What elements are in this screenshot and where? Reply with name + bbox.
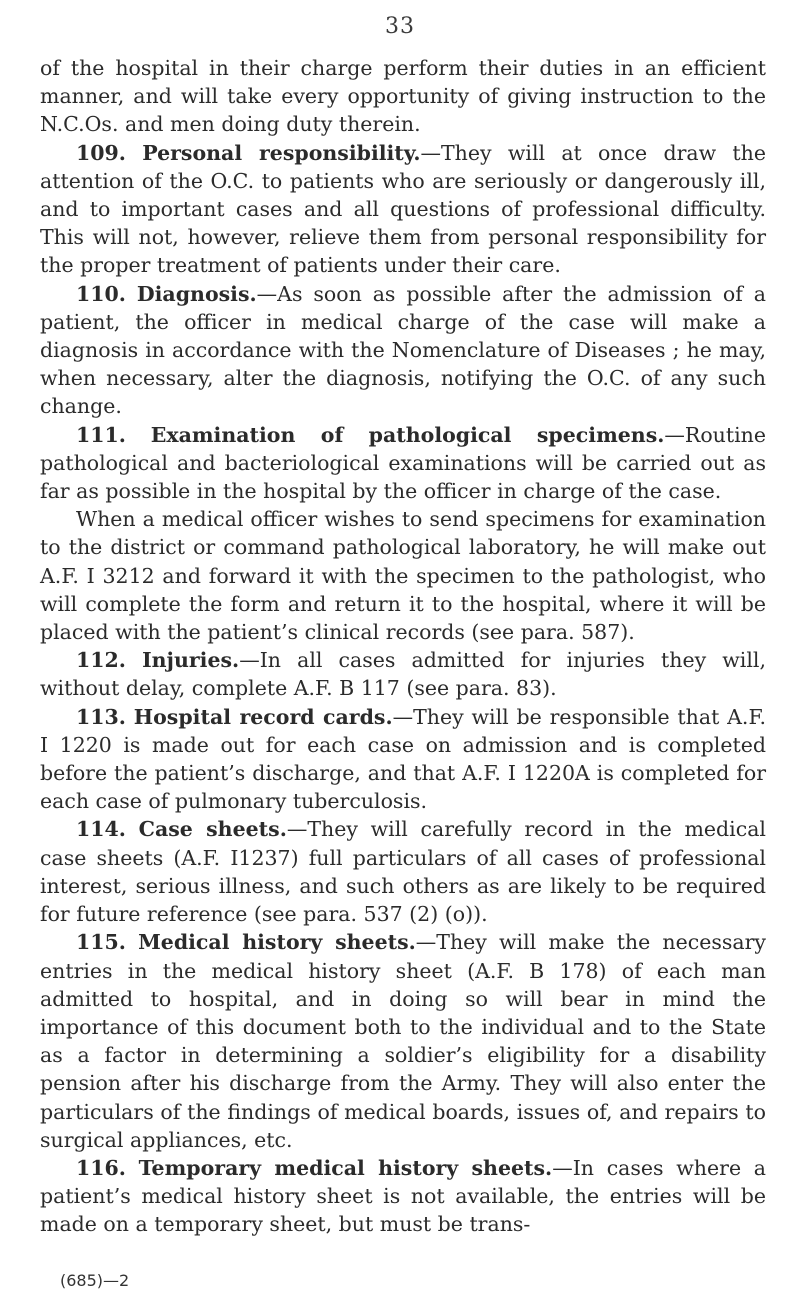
paragraph-body: —They will make the necessary entries in the medical history sheet (A.F. B 178) of each man admitted to hospital, and in doing so will bear in mind the importance of this document both to the individual and to the State as a factor in determining a soldier’s eligibility for a disability pension after his discharge from the Army. They will also enter the particulars of the findings of medical boards, issues of, and repairs to surgical appliances, etc.	[40, 930, 766, 1152]
paragraph-body: —They will at once draw the attention of the O.C. to patients who are seriously or dangerously ill, and to important cases and all questions of professional difficulty. This will not, however, relieve them from personal responsibility for the proper treatment of patients under their care.	[40, 140, 766, 278]
paragraph-number: 110.	[76, 281, 126, 306]
printer-signature: (685)—2	[60, 1271, 130, 1290]
paragraph-number: 114.	[76, 817, 126, 842]
paragraph-heading: Medical history sheets.	[138, 930, 416, 955]
paragraph-body: —In all cases admitted for injuries they will, without delay, complete A.F. B 117 (see para. 83).	[40, 648, 766, 701]
paragraph-heading: Temporary medical history sheets.	[138, 1155, 553, 1180]
paragraph-body: —Routine pathological and bacteriological examinations will be carried out as far as possible in the hospital by the officer in charge of the case.	[40, 422, 766, 504]
body-text	[40, 54, 766, 1239]
paragraph-115	[40, 928, 766, 1154]
paragraph-number: 111.	[76, 422, 126, 447]
paragraph-number: 109.	[76, 140, 126, 165]
paragraph-heading: Hospital record cards.	[133, 704, 393, 729]
paragraph-111	[40, 421, 766, 506]
paragraph-body: —They will be responsible that A.F. I 1220 is made out for each case on admission and is completed before the patient’s discharge, and that A.F. I 1220A is completed for each case of pulmonary tuberculosis.	[40, 704, 766, 814]
paragraph-116	[40, 1154, 766, 1239]
paragraph-number: 115.	[76, 930, 126, 955]
paragraph-heading: Examination of pathological specimens.	[150, 422, 665, 447]
paragraph-heading: Injuries.	[142, 648, 240, 673]
paragraph-110	[40, 280, 766, 421]
paragraph-body: of the hospital in their charge perform their duties in an efficient manner, and will take every opportunity of giving instruction to the N.C.Os. and men doing duty therein.	[40, 56, 766, 137]
paragraph-number: 112.	[76, 648, 126, 673]
paragraph-111-continued	[40, 505, 766, 646]
paragraph-body: When a medical officer wishes to send specimens for examination to the district or command pathological laboratory, he will make out A.F. I 3212 and forward it with the specimen to the pathologist, who will complete the form and return it to the hospital, where it will be placed with the patient’s clinical records (see para. 587).	[40, 507, 766, 645]
paragraph-109	[40, 139, 766, 280]
paragraph-number: 116.	[76, 1155, 126, 1180]
paragraph-body: —In cases where a patient’s medical history sheet is not available, the entries will be made on a temporary sheet, but must be trans-	[40, 1155, 766, 1237]
paragraph-113	[40, 703, 766, 816]
paragraph-body: —As soon as possible after the admission of a patient, the officer in medical charge of the case will make a diagnosis in accordance with the Nomenclature of Diseases ; he may, when necessary, alter the diagnosis, notifying the O.C. of any such change.	[40, 281, 766, 419]
paragraph-112	[40, 646, 766, 702]
paragraph-continuation	[40, 54, 766, 139]
paragraph-heading: Personal responsibility.	[142, 140, 421, 165]
paragraph-heading: Diagnosis.	[136, 281, 257, 306]
paragraph-heading: Case sheets.	[138, 817, 287, 842]
paragraph-number: 113.	[76, 704, 126, 729]
paragraph-body: —They will carefully record in the medical case sheets (A.F. I1237) full particulars of all cases of professional interest, serious illness, and such others as are likely to be required for future reference (see para. 537 (2) (o)).	[40, 817, 766, 927]
paragraph-114	[40, 815, 766, 928]
page-number: 33	[385, 14, 415, 39]
